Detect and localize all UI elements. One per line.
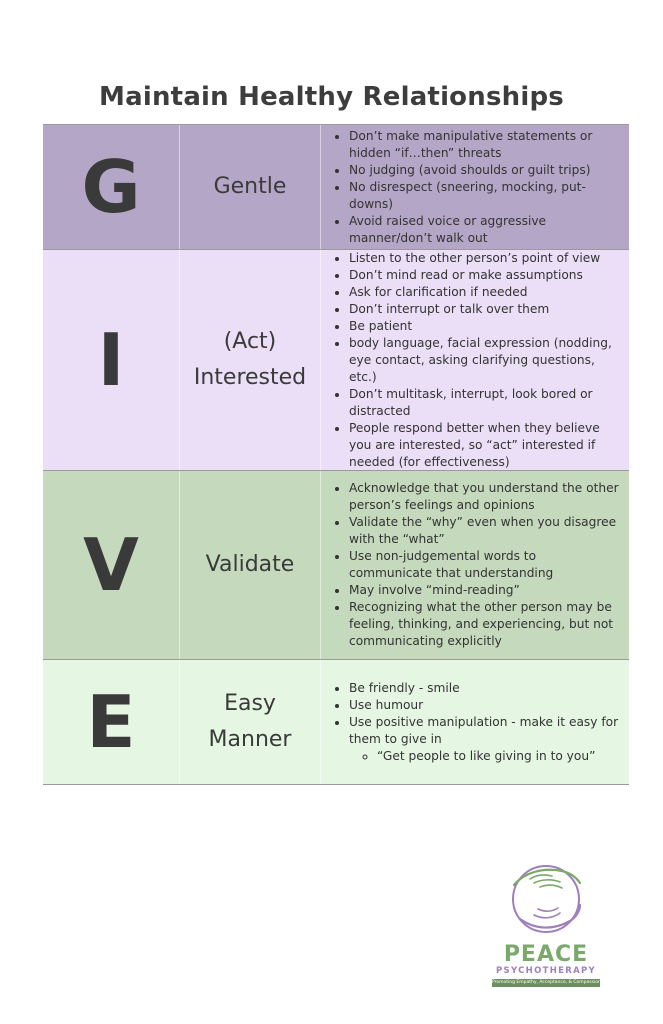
list-item: • Don’t multitask, interrupt, look bored or distracted [349, 386, 623, 420]
list-item: • Validate the “why” even when you disagree with the “what” [349, 514, 623, 548]
sub-list-item: ◦ “Get people to like giving in to you” [377, 748, 623, 765]
word-interested [180, 250, 321, 470]
row-gentle [43, 125, 629, 250]
logo-subtitle: PSYCHOTHERAPY [496, 966, 596, 976]
letter-e: E [43, 660, 180, 784]
row-easy-manner [43, 660, 629, 785]
word-line: Validate [205, 552, 295, 577]
letter-v: V [43, 471, 180, 659]
list-item: • Ask for clarification if needed [349, 284, 623, 301]
list-item: • Acknowledge that you understand the other person’s feelings and opinions [349, 480, 623, 514]
logo-tagline: Promoting Empathy, Acceptance, & Compassion for Everyone [492, 980, 632, 985]
list-item: • Be friendly - smile [349, 680, 623, 697]
list-item: • Don’t mind read or make assumptions [349, 267, 623, 284]
list-item: • Recognizing what the other person may be feeling, thinking, and experiencing, but not communicating explicitly [349, 599, 623, 650]
word-easy-manner [180, 660, 321, 784]
list-item: • Avoid raised voice or aggressive manner/don’t walk out [349, 213, 623, 247]
list-item: • Use humour [349, 697, 623, 714]
list-item: • May involve “mind-reading” [349, 582, 623, 599]
gentle-list [321, 125, 629, 249]
row-interested [43, 250, 629, 471]
word-line: Gentle [213, 174, 287, 199]
letter-i: I [43, 250, 180, 470]
word-line: Manner [208, 727, 292, 752]
list-item: • People respond better when they believe you are interested, so “act” interested if needed (for effectiveness) [349, 420, 623, 471]
row-validate [43, 471, 629, 660]
validate-list [321, 471, 629, 659]
list-item: • Use positive manipulation - make it easy for them to give in [349, 714, 623, 748]
word-line: Interested [193, 365, 307, 390]
hands-emblem-icon [490, 855, 602, 945]
logo-name: PEACE [503, 942, 589, 967]
list-item: • body language, facial expression (nodding, eye contact, asking clarifying questions, etc.) [349, 335, 623, 386]
word-validate [180, 471, 321, 659]
page-title: Maintain Healthy Relationships [99, 82, 564, 112]
list-item: • Don’t make manipulative statements or hidden “if…then” threats [349, 128, 623, 162]
interested-list [321, 250, 629, 470]
list-item: • Be patient [349, 318, 623, 335]
peace-psychotherapy-logo [490, 855, 632, 990]
easy-manner-list [321, 660, 629, 784]
list-item: • Use non-judgemental words to communicate that understanding [349, 548, 623, 582]
list-item: • Don’t interrupt or talk over them [349, 301, 623, 318]
word-line: (Act) [223, 329, 277, 354]
list-item: • No disrespect (sneering, mocking, put-downs) [349, 179, 623, 213]
list-item: • No judging (avoid shoulds or guilt trips) [349, 162, 623, 179]
list-item: • Listen to the other person’s point of view [349, 250, 623, 267]
word-gentle [180, 125, 321, 249]
letter-g: G [43, 125, 180, 249]
give-table [43, 124, 629, 785]
word-line: Easy [224, 691, 276, 716]
